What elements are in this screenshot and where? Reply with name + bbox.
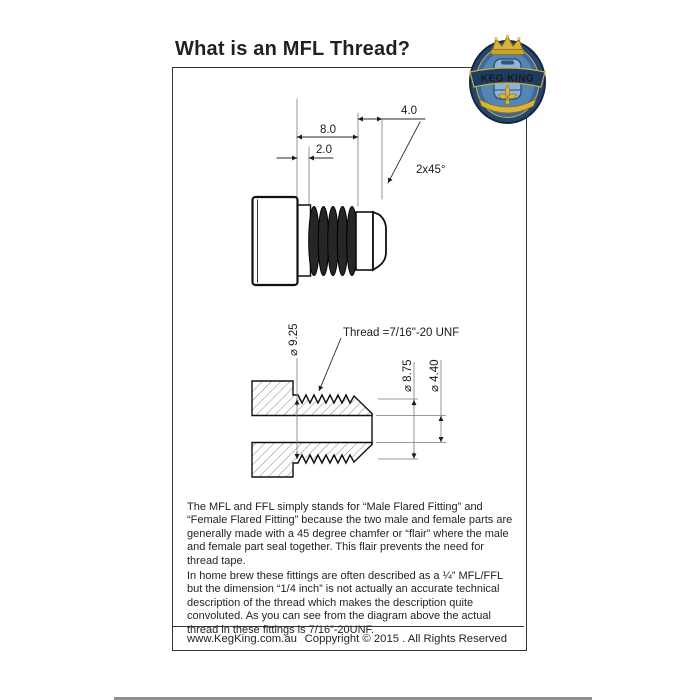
crown-icon: [491, 34, 524, 54]
dia-440-label: ⌀ 4.40: [429, 359, 441, 392]
flared-tip: [373, 212, 386, 270]
paragraph-homebrew: In home brew these fittings are often described as a ¼” MFL/FFL but the dimension “1/4 inch” is not actually an accurate technical description of the thread which makes the description quite convoluted. As you can see from the diagram above the actual thread in these fittings is 7/16”-20UNF.: [187, 570, 503, 636]
dim-8-label: 8.0: [320, 124, 336, 136]
thread-callout-label: Thread =7/16"-20 UNF: [343, 327, 460, 339]
keg-king-logo: [466, 33, 549, 124]
fitting-side-view: [253, 197, 387, 285]
name-ribbon: [470, 68, 545, 87]
dia-925-label: ⌀ 9.25: [288, 323, 300, 356]
section-lower-half: [252, 443, 372, 478]
thread-crests: [309, 207, 358, 276]
smooth-section: [356, 212, 373, 270]
footer-copyright: Coppyright © 2015 . All Rights Reserved: [304, 633, 507, 645]
dim-4-label: 4.0: [401, 105, 417, 117]
paragraph-mfl-ffl: The MFL and FFL simply stands for “Male Flared Fitting” and “Female Flared Fitting” because the two male and female parts are generally made with a 45 degree chamfer or “flair” where the male and female part seal together. This flair prevents the need for thread tape.: [187, 501, 513, 567]
footer: [187, 633, 509, 645]
dia-875-label: ⌀ 8.75: [402, 359, 414, 392]
section-upper-half: [252, 381, 372, 416]
hex-head: [253, 197, 298, 285]
dim-2-label: 2.0: [316, 144, 332, 156]
thread-leader-line: [319, 338, 341, 391]
side-view-drawing: [253, 99, 446, 285]
footer-website: www.KegKing.com.au: [187, 633, 297, 645]
footer-divider: [173, 626, 524, 627]
logo-banner-text: KEG KING: [480, 73, 535, 85]
dimension-lines: [277, 119, 425, 183]
page-title: What is an MFL Thread?: [175, 38, 411, 60]
chamfer-note-label: 2x45°: [416, 164, 446, 176]
section-view-drawing: [252, 323, 459, 477]
extension-lines: [297, 99, 382, 206]
